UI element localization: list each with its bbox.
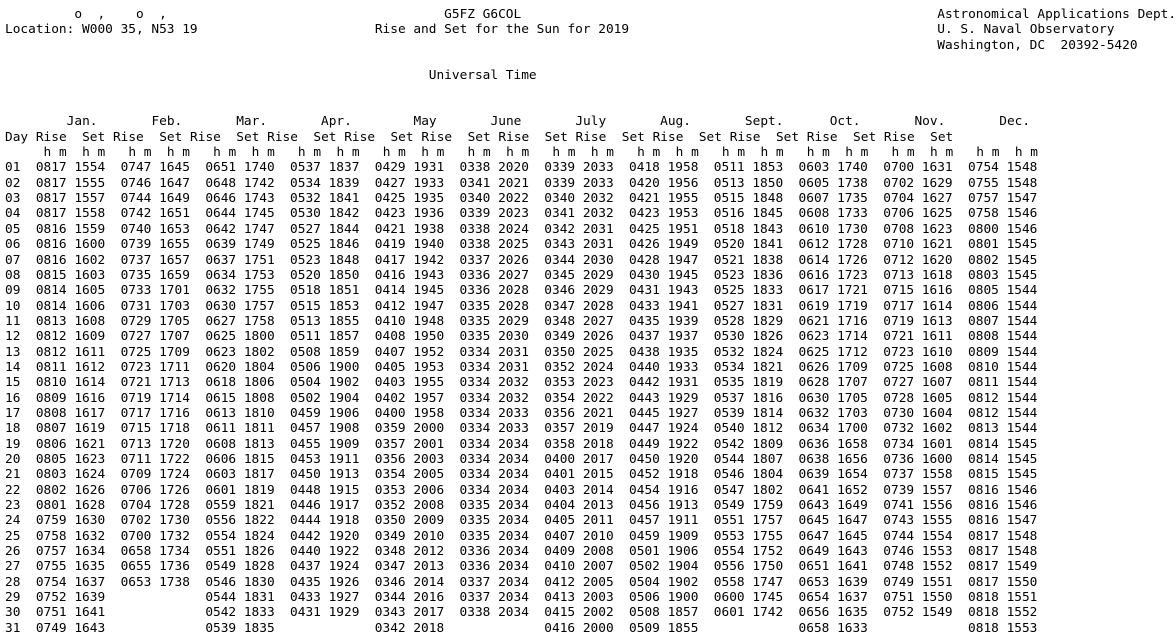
unit-label: h m [806,145,830,161]
month-label: Feb. [151,114,183,130]
month-label: May [413,114,437,130]
time-label: Universal Time [428,68,537,84]
unit-label: h m [297,145,322,161]
set-column-label: Set [853,129,877,145]
table-row: 03 0817 1557 0744 1649 0646 1743 0532 1841 0425 1935 0340 2022 0340 2032 0421 1955 0515 1848 0607 1735 0704 1627 0757 1547 [5,191,1038,207]
unit-label: h m [552,145,576,161]
table-row: 07 0816 1602 0737 1657 0637 1751 0523 1848 0417 1942 0337 2026 0344 2030 0428 1947 0521 1838 0614 1726 0712 1620 0802 1545 [5,252,1038,268]
table-row: 28 0754 1637 0653 1738 0546 1830 0435 1926 0346 2014 0337 2034 0412 2005 0504 1902 0558 1747 0653 1639 0749 1551 0817 1550 [5,574,1038,590]
table-row: 12 0812 1609 0727 1707 0625 1800 0511 1857 0408 1950 0335 2030 0349 2026 0437 1937 0530 1826 0623 1714 0721 1611 0808 1544 [5,329,1038,345]
month-label: Aug. [660,114,691,130]
table-row: 24 0759 1630 0702 1730 0556 1822 0444 1918 0350 2009 0335 2034 0405 2011 0457 1911 0551 1757 0645 1647 0743 1555 0816 1547 [5,513,1038,529]
unit-label: h m [721,145,746,161]
rise-column-label: Rise [267,129,298,145]
table-row: 27 0755 1635 0655 1736 0549 1828 0437 1924 0347 2013 0336 2034 0410 2007 0502 1904 0556 1750 0651 1641 0748 1552 0817 1549 [5,559,1038,575]
unit-label: h m [467,145,491,161]
unit-label: h m [421,145,445,161]
unit-label: h m [506,145,530,161]
day-column-label: Day [5,129,29,145]
table-body [5,160,1037,635]
rise-column-label: Rise [112,129,144,145]
month-label: Mar. [236,114,268,130]
month-label: Apr. [321,114,352,130]
unit-label: h m [128,145,152,161]
month-label: Jan. [66,114,98,130]
table-row: 11 0813 1608 0729 1705 0627 1758 0513 1855 0410 1948 0335 2029 0348 2027 0435 1939 0528 1829 0621 1716 0719 1613 0807 1544 [5,313,1038,329]
observatory-dept: Astronomical Applications Dept. [937,7,1176,22]
unit-label: h m [930,145,954,161]
table-row: 13 0812 1611 0725 1709 0623 1802 0508 1859 0407 1952 0334 2031 0350 2025 0438 1935 0532 1824 0625 1712 0723 1610 0809 1544 [5,344,1038,360]
document-subtitle: Rise and Set for the Sun for 2019 [374,22,630,38]
rise-column-label: Rise [344,129,376,145]
rise-column-label: Rise [35,129,67,145]
month-label: Oct. [829,114,861,130]
station-code: G5FZ G6COL [444,7,522,22]
table-row: 08 0815 1603 0735 1659 0634 1753 0520 1850 0416 1943 0336 2027 0345 2029 0430 1945 0523 1836 0616 1723 0713 1618 0803 1545 [5,267,1038,283]
table-row: 09 0814 1605 0733 1701 0632 1755 0518 1851 0414 1945 0336 2028 0346 2029 0431 1943 0525 1833 0617 1721 0715 1616 0805 1544 [5,283,1038,299]
column-header-row [5,130,953,145]
rise-column-label: Rise [883,129,915,145]
unit-label: h m [1014,145,1038,161]
month-label: June [490,114,522,130]
rise-column-label: Rise [190,129,221,145]
set-column-label: Set [467,129,491,145]
table-row: 18 0807 1619 0715 1718 0611 1811 0457 1908 0359 2000 0334 2033 0357 2019 0447 1924 0540 1812 0634 1700 0732 1602 0813 1544 [5,421,1038,437]
set-column-label: Set [82,129,106,145]
unit-label: h m [845,145,869,161]
unit-label: h m [251,145,275,161]
table-row: 31 0749 1643 0539 1835 0342 2018 0416 2000 0509 1855 0658 1633 0818 1553 [5,620,1038,636]
table-row: 16 0809 1616 0719 1714 0615 1808 0502 1904 0402 1957 0334 2032 0354 2022 0443 1929 0537 1816 0630 1705 0728 1605 0812 1544 [5,390,1038,406]
set-column-label: Set [775,129,800,145]
unit-label: h m [82,145,106,161]
rise-column-label: Rise [498,129,530,145]
rise-column-label: Rise [421,129,453,145]
unit-label: h m [637,145,661,161]
unit-label: h m [590,145,614,161]
table-row: 06 0816 1600 0739 1655 0639 1749 0525 1846 0419 1940 0338 2025 0343 2031 0426 1949 0520 1841 0612 1728 0710 1621 0801 1545 [5,237,1038,253]
set-column-label: Set [930,129,954,145]
table-row: 02 0817 1555 0746 1647 0648 1742 0534 1839 0427 1933 0341 2021 0339 2033 0420 1956 0513 1850 0605 1738 0702 1629 0755 1548 [5,175,1038,191]
table-row: 23 0801 1628 0704 1728 0559 1821 0446 1917 0352 2008 0335 2034 0404 2013 0456 1913 0549 1759 0643 1649 0741 1556 0816 1546 [5,498,1038,513]
table-row: 29 0752 1639 0544 1831 0433 1927 0344 2016 0337 2034 0413 2003 0506 1900 0600 1745 0654 1637 0751 1550 0818 1551 [5,590,1038,606]
rise-column-label: Rise [652,129,684,145]
table-row: 14 0811 1612 0723 1711 0620 1804 0506 1900 0405 1953 0334 2031 0352 2024 0440 1933 0534 1821 0626 1709 0725 1608 0810 1544 [5,359,1038,375]
set-column-label: Set [159,129,183,145]
set-column-label: Set [313,129,337,145]
table-row: 22 0802 1626 0706 1726 0601 1819 0448 1915 0353 2006 0334 2034 0403 2014 0454 1916 0547 1802 0641 1652 0739 1557 0816 1546 [5,482,1038,498]
table-row: 01 0817 1554 0747 1645 0651 1740 0537 1837 0429 1931 0338 2020 0339 2033 0418 1958 0511 1853 0603 1740 0700 1631 0754 1548 [5,160,1038,176]
unit-label: h m [760,145,784,161]
unit-label: h m [382,145,406,161]
rise-column-label: Rise [729,129,761,145]
observatory-name: U. S. Naval Observatory [937,22,1115,38]
table-row: 30 0751 1641 0542 1833 0431 1929 0343 2017 0338 2034 0415 2002 0508 1857 0601 1742 0656 1635 0752 1549 0818 1552 [5,605,1038,621]
table-row: 19 0806 1621 0713 1720 0608 1813 0455 1909 0357 2001 0334 2034 0358 2018 0449 1922 0542 1809 0636 1658 0734 1601 0814 1545 [5,436,1038,452]
table-row: 21 0803 1624 0709 1724 0603 1817 0450 1913 0354 2005 0334 2034 0401 2015 0452 1918 0546 1804 0639 1654 0737 1558 0815 1545 [5,467,1038,483]
month-header-row [5,114,1053,129]
month-label: July [575,114,607,130]
set-column-label: Set [698,129,722,145]
table-row: 04 0817 1558 0742 1651 0644 1745 0530 1842 0423 1936 0339 2023 0341 2032 0423 1953 0516 1845 0608 1733 0706 1625 0758 1546 [5,206,1038,222]
table-row: 20 0805 1623 0711 1722 0606 1815 0453 1911 0356 2003 0334 2034 0400 2017 0450 1920 0544 1807 0638 1656 0736 1600 0814 1545 [5,451,1038,467]
unit-label: h m [43,145,67,161]
table-row: 17 0808 1617 0717 1716 0613 1810 0459 1906 0400 1958 0334 2033 0356 2021 0445 1927 0539 1814 0632 1703 0730 1604 0812 1544 [5,405,1038,421]
unit-label: h m [976,145,1000,161]
month-label: Sept. [744,114,784,130]
degree-marks: o , o , [5,7,167,22]
rise-column-label: Rise [806,129,838,145]
table-row: 25 0758 1632 0700 1732 0554 1824 0442 1920 0349 2010 0335 2034 0407 2010 0459 1909 0553 1755 0647 1645 0744 1554 0817 1548 [5,528,1038,544]
unit-label: h m [336,145,360,161]
observatory-address: Washington, DC 20392-5420 [937,37,1138,53]
table-row: 05 0816 1559 0740 1653 0642 1747 0527 1844 0421 1938 0338 2024 0342 2031 0425 1951 0518 1843 0610 1730 0708 1623 0800 1546 [5,221,1038,237]
table-row: 10 0814 1606 0731 1703 0630 1757 0515 1853 0412 1947 0335 2028 0347 2028 0433 1941 0527 1831 0619 1719 0717 1614 0806 1544 [5,298,1038,314]
sun-table-document [5,7,1176,636]
rise-column-label: Rise [575,129,607,145]
set-column-label: Set [236,129,260,145]
set-column-label: Set [390,129,414,145]
set-column-label: Set [544,129,568,145]
table-row: 15 0810 1614 0721 1713 0618 1806 0504 1902 0403 1955 0334 2032 0353 2023 0442 1931 0535 1819 0628 1707 0727 1607 0811 1544 [5,375,1038,391]
unit-label: h m [891,145,915,161]
table-row: 26 0757 1634 0658 1734 0551 1826 0440 1922 0348 2012 0336 2034 0409 2008 0501 1906 0554 1752 0649 1643 0746 1553 0817 1548 [5,544,1038,560]
location-label: Location: W000 35, N53 19 [5,22,198,38]
unit-label: h m [166,145,190,161]
unit-header-row [5,145,1061,160]
month-label: Dec. [999,114,1031,130]
unit-label: h m [213,145,237,161]
unit-label: h m [675,145,699,161]
set-column-label: Set [621,129,645,145]
month-label: Nov. [914,114,946,130]
